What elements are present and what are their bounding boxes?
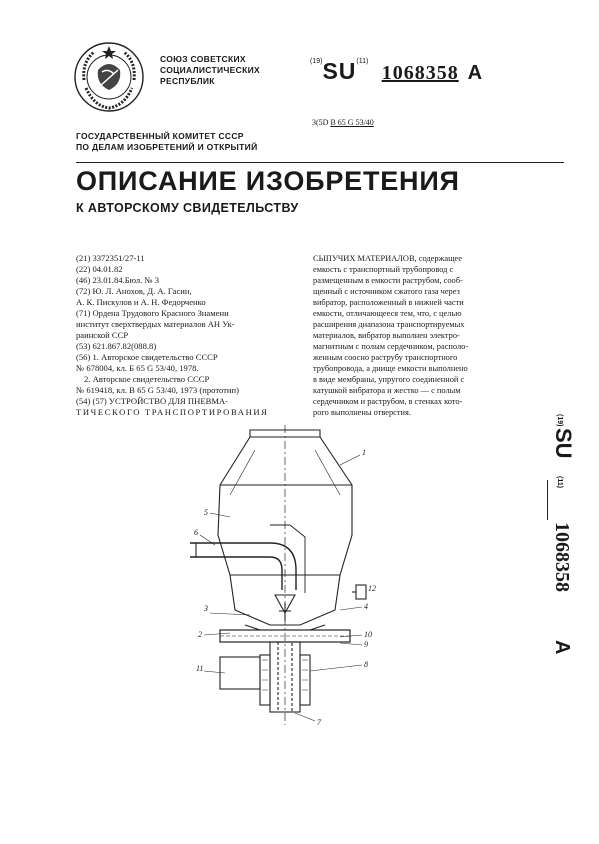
drawing-label: 5 [204, 508, 208, 517]
biblio-line: (21) 3372351/27-11 [76, 253, 145, 263]
abstract-line: щенный с источником сжатого газа через [313, 287, 460, 296]
abstract-line: СЫПУЧИХ МАТЕРИАЛОВ, содержащее [313, 254, 462, 263]
abstract-line: расширения диапазона транспортируемых [313, 320, 465, 329]
state-name-line: СОЦИАЛИСТИЧЕСКИХ [160, 65, 260, 75]
abstract-line: рого выполнены отверстия. [313, 408, 411, 417]
abstract-line: емкость с транспортный трубопровод с [313, 265, 454, 274]
biblio-line: институт сверхтвердых материалов АН Ук- [76, 319, 235, 329]
abstract-line: в виде мембраны, упругого соединенной с [313, 375, 465, 384]
abstract-line: сердечником и раструбом, в стенках кото- [313, 397, 463, 406]
side-number: 1068358 [551, 522, 573, 592]
ipc-code: 3(5D [312, 118, 329, 127]
side-publication-number [548, 414, 578, 664]
biblio-line: № 678004, кл. Б 65 G 53/40, 1978. [76, 363, 199, 373]
abstract-line: вибратор, расположенный в нижней части [313, 298, 464, 307]
drawing-label: 2 [198, 630, 202, 639]
ipc-classification [312, 118, 374, 127]
document-subtitle: К АВТОРСКОМУ СВИДЕТЕЛЬСТВУ [76, 201, 299, 215]
drawing-label: 12 [368, 584, 376, 593]
ipc-class: B 65 G 53/40 [330, 118, 374, 127]
committee-line: ГОСУДАРСТВЕННЫЙ КОМИТЕТ СССР [76, 131, 244, 141]
side-country: SU [551, 428, 576, 459]
drawing-label: 4 [364, 602, 368, 611]
document-title: ОПИСАНИЕ ИЗОБРЕТЕНИЯ [76, 166, 460, 196]
drawing-label: 6 [194, 528, 198, 537]
pub-code-11: (11) [356, 58, 369, 65]
publication-number [310, 58, 482, 85]
pub-kind: A [467, 62, 483, 84]
biblio-line: ТИЧЕСКОГО ТРАНСПОРТИРОВАНИЯ [76, 407, 269, 417]
state-name [160, 54, 260, 87]
abstract-line: емкости, отличающееся тем, что, с целью [313, 309, 462, 318]
committee-name [76, 131, 257, 153]
biblio-line: 2. Авторское свидетельство СССР [84, 374, 210, 384]
biblio-line: (71) Ордена Трудового Красного Знамени [76, 308, 229, 318]
biblio-line: (22) 04.01.82 [76, 264, 123, 274]
drawing-label: 9 [364, 640, 368, 649]
side-kind: A [551, 640, 573, 655]
drawing-label: 10 [364, 630, 372, 639]
biblio-line: (56) 1. Авторское свидетельство СССР [76, 352, 218, 362]
biblio-line: (46) 23.01.84.Бюл. № 3 [76, 275, 160, 285]
ussr-emblem-icon [72, 40, 146, 114]
side-code-11: (11) [556, 476, 563, 489]
drawing-label: 11 [196, 664, 204, 673]
drawing-label: 7 [317, 718, 321, 727]
bibliographic-data [76, 253, 308, 418]
side-code-19: (19) [556, 414, 563, 427]
device-drawing [190, 425, 380, 730]
biblio-line: (54) (57) УСТРОЙСТВО ДЛЯ ПНЕВМА- [76, 396, 229, 406]
pub-number: 1068358 [381, 62, 459, 84]
drawing-label: 8 [364, 660, 368, 669]
biblio-line: № 619418, кл. В 65 G 53/40, 1973 (прототип) [76, 385, 239, 395]
abstract-line: размещенным в емкости раструбом, сооб- [313, 276, 463, 285]
state-name-line: РЕСПУБЛИК [160, 76, 215, 86]
pub-code-19: (19) [310, 58, 323, 65]
state-name-line: СОЮЗ СОВЕТСКИХ [160, 54, 246, 64]
pub-country: SU [322, 58, 357, 84]
divider [76, 162, 564, 163]
biblio-line: А. К. Пискулов и А. Н. Федорченко [76, 297, 206, 307]
drawing-label: 3 [204, 604, 208, 613]
abstract-line: трубопровода, а днище емкости выполнено [313, 364, 468, 373]
committee-line: ПО ДЕЛАМ ИЗОБРЕТЕНИЙ И ОТКРЫТИЙ [76, 142, 258, 152]
abstract-line: материалов, вибратор выполнен электро- [313, 331, 460, 340]
abstract-line: катушкой вибратора и жестко — с полым [313, 386, 461, 395]
drawing-label: 1 [362, 448, 366, 457]
abstract-line: женным соосно раструбу транспортного [313, 353, 458, 362]
biblio-line: (72) Ю. Л. Анохов, Д. А. Гасин, [76, 286, 192, 296]
side-rule [547, 480, 548, 520]
biblio-line: раинской ССР [76, 330, 129, 340]
biblio-line: (53) 621.867.82(088.8) [76, 341, 157, 351]
abstract-line: магнитным с полым сердечником, располо- [313, 342, 469, 351]
abstract [313, 253, 565, 418]
